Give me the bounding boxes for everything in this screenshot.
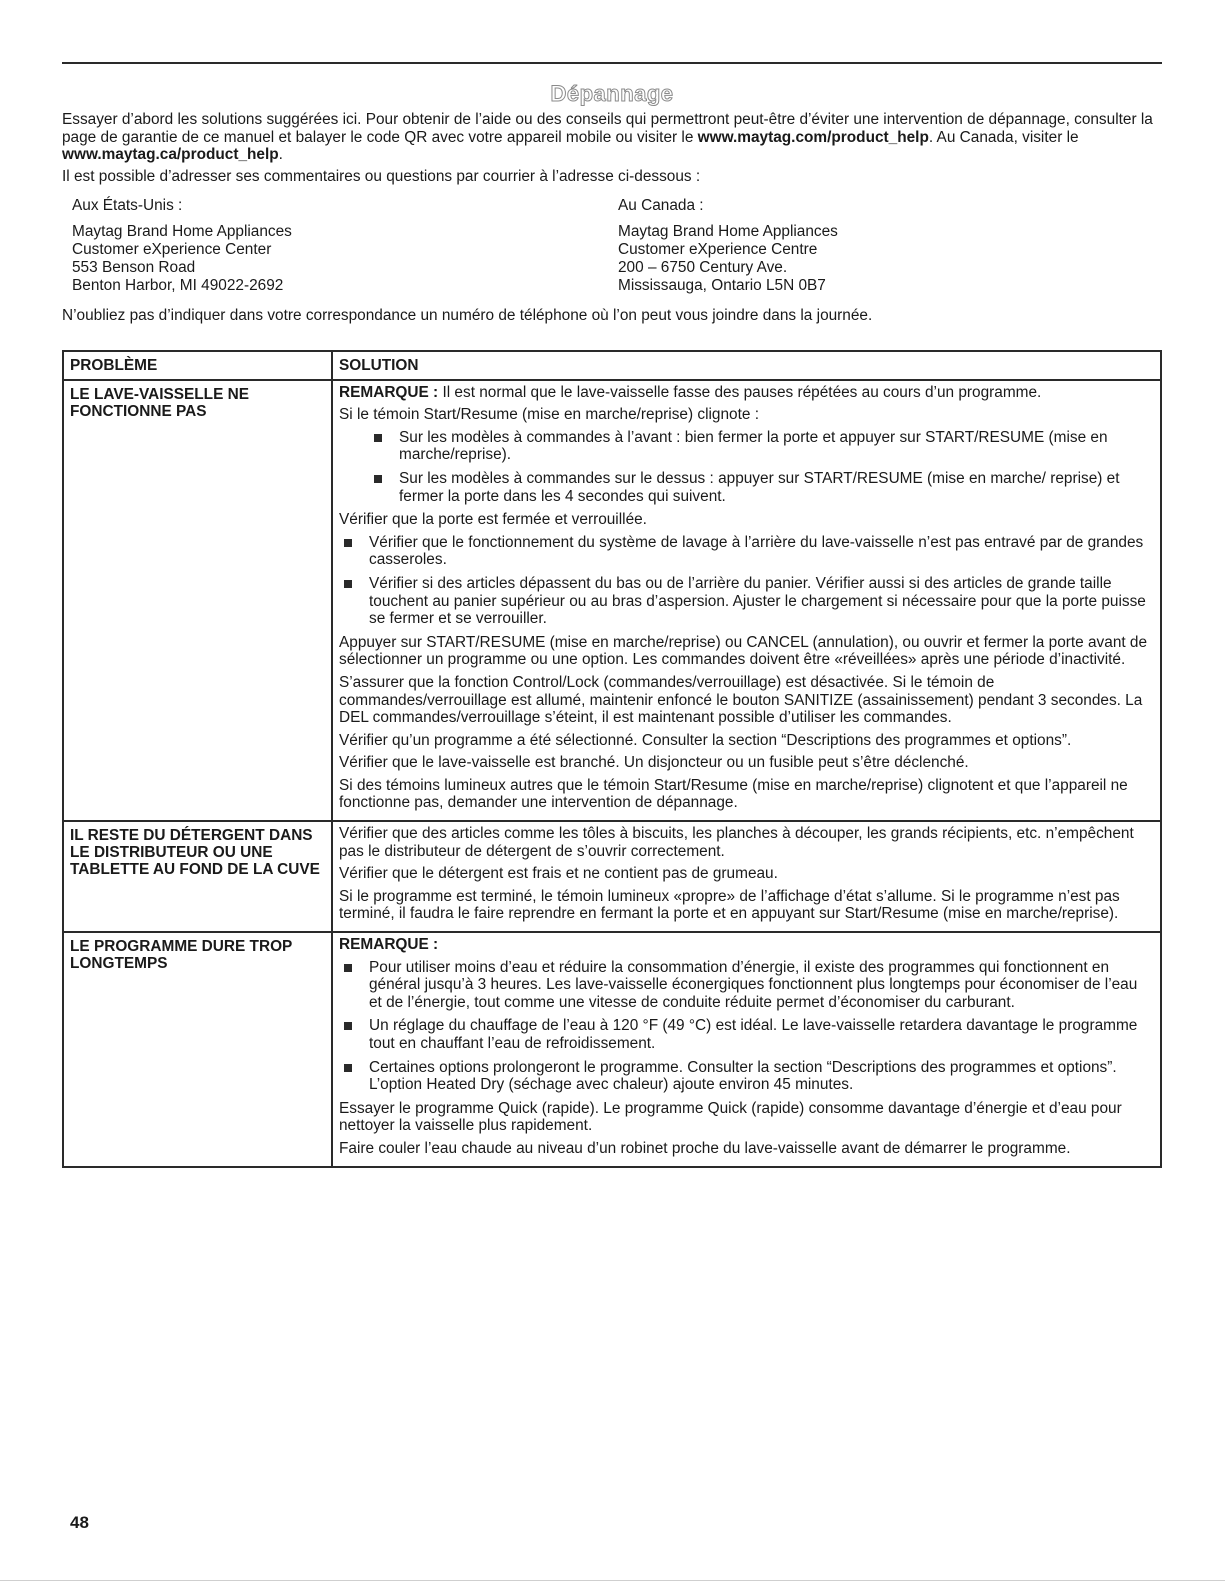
solution-paragraph: Appuyer sur START/RESUME (mise en marche/reprise) ou CANCEL (annulation), ou ouvrir et fermer la porte avant de sélectionner un programme ou une option. Les commandes doivent être «réveillées» après une période d’inactivité.: [339, 633, 1148, 669]
header-problem: PROBLÈME: [63, 351, 332, 380]
problem-label: LE PROGRAMME DURE TROP LONGTEMPS: [70, 938, 293, 973]
square-bullet-icon: [374, 475, 382, 483]
table-row: [63, 821, 1161, 932]
problem-label: IL RESTE DU DÉTERGENT DANS LE DISTRIBUTEUR OU UNE TABLETTE AU FOND DE LA CUVE: [70, 827, 320, 879]
address-us-line: Customer eXperience Center: [72, 240, 272, 258]
square-bullet-icon: [344, 1064, 352, 1072]
bullet-text: Vérifier si des articles dépassent du bas ou de l’arrière du panier. Vérifier aussi si des articles de grande taille touchent au panier supérieur ou au bras d’aspersion. Ajuster le chargement si nécessaire pour que la porte puisse se fermer et se verrouiller.: [369, 574, 1146, 628]
solution-paragraph: Vérifier que le détergent est frais et ne contient pas de grumeau.: [339, 865, 778, 883]
bullet-item: [339, 959, 1154, 1012]
address-ca-line: Mississauga, Ontario L5N 0B7: [618, 276, 826, 294]
address-block: [62, 197, 1162, 307]
square-bullet-icon: [344, 580, 352, 588]
table-header-row: [63, 351, 1161, 380]
square-bullet-icon: [344, 1022, 352, 1030]
troubleshooting-table: [62, 350, 1162, 1168]
bullet-item: [369, 470, 1154, 505]
address-us: [72, 197, 472, 295]
intro-text-c: .: [278, 146, 283, 164]
solution-paragraph: Si le témoin Start/Resume (mise en marche/reprise) clignote :: [339, 406, 759, 424]
problem-cell: [63, 932, 332, 1167]
solution-cell: [332, 821, 1161, 932]
address-us-heading: Aux États-Unis :: [72, 197, 183, 215]
bottom-rule: [0, 1580, 1225, 1581]
note-text: Il est normal que le lave-vaisselle fasse des pauses répétées au cours d’un programme.: [438, 383, 1042, 401]
address-us-line: Benton Harbor, MI 49022-2692: [72, 276, 284, 294]
bullet-item: [339, 1017, 1154, 1052]
square-bullet-icon: [344, 964, 352, 972]
bullet-item: [369, 429, 1154, 464]
solution-paragraph: S’assurer que la fonction Control/Lock (commandes/verrouillage) est désactivée. Si le témoin de commandes/verrouillage est allumé, maintenir enfoncé le bouton SANITIZE (assainissement) pendant 3 secondes. La DEL commandes/verrouillage s’éteint, il est maintenant possible d’utiliser les commandes.: [339, 673, 1143, 727]
table-row: [63, 380, 1161, 821]
bullet-item: [339, 534, 1154, 569]
square-bullet-icon: [374, 434, 382, 442]
bullet-text: Vérifier que le fonctionnement du système de lavage à l’arrière du lave-vaisselle n’est pas entravé par de grandes casseroles.: [369, 533, 1144, 569]
address-ca-heading: Au Canada :: [618, 197, 704, 215]
solution-cell: [332, 932, 1161, 1167]
closing-note: N’oubliez pas d’indiquer dans votre correspondance un numéro de téléphone où l’on peut vous joindre dans la journée.: [62, 307, 873, 325]
page-number: 48: [70, 1513, 89, 1532]
note-paragraph: [339, 384, 1154, 402]
help-link-ca[interactable]: www.maytag.ca/product_help: [62, 146, 279, 164]
problem-label: LE LAVE-VAISSELLE NE FONCTIONNE PAS: [70, 385, 250, 420]
bullet-item: [339, 1059, 1154, 1094]
bullet-text: Sur les modèles à commandes à l’avant : bien fermer la porte et appuyer sur START/RESUME (mise en marche/reprise).: [399, 428, 1108, 464]
bullet-text: Certaines options prolongeront le programme. Consulter la section “Descriptions des programmes et options”. L’option Heated Dry (séchage avec chaleur) ajoute environ 45 minutes.: [369, 1058, 1117, 1094]
intro-paragraph-1: [62, 111, 1162, 164]
address-ca-line: Customer eXperience Centre: [618, 240, 818, 258]
square-bullet-icon: [344, 539, 352, 547]
top-rule: [62, 62, 1162, 64]
table-row: [63, 932, 1161, 1167]
solution-paragraph: Faire couler l’eau chaude au niveau d’un robinet proche du lave-vaisselle avant de démarrer le programme.: [339, 1139, 1071, 1157]
solution-paragraph: Vérifier que le lave-vaisselle est branché. Un disjoncteur ou un fusible peut s’être déclenché.: [339, 754, 969, 772]
note-label: REMARQUE :: [339, 936, 439, 954]
address-us-line: 553 Benson Road: [72, 258, 196, 276]
address-ca-line: 200 – 6750 Century Ave.: [618, 258, 788, 276]
address-ca-line: Maytag Brand Home Appliances: [618, 222, 838, 240]
header-solution: SOLUTION: [332, 351, 1161, 380]
help-link-us[interactable]: www.maytag.com/product_help: [697, 128, 929, 146]
address-us-line: Maytag Brand Home Appliances: [72, 222, 292, 240]
page-title: Dépannage: [550, 81, 674, 106]
solution-paragraph: Vérifier que des articles comme les tôles à biscuits, les planches à découper, les grands récipients, etc. n’empêchent pas le distributeur de détergent de s’ouvrir correctement.: [339, 825, 1134, 860]
solution-paragraph: Vérifier que la porte est fermée et verrouillée.: [339, 511, 647, 529]
solution-paragraph: Essayer le programme Quick (rapide). Le programme Quick (rapide) consomme davantage d’énergie et d’eau pour nettoyer la vaisselle plus rapidement.: [339, 1099, 1122, 1135]
note-label: REMARQUE :: [339, 383, 439, 401]
problem-cell: [63, 821, 332, 932]
bullet-text: Un réglage du chauffage de l’eau à 120 °F (49 °C) est idéal. Le lave-vaisselle retardera davantage le programme tout en chauffant l’eau de refroidissement.: [369, 1017, 1138, 1052]
intro-text-a: Essayer d’abord les solutions suggérées ici. Pour obtenir de l’aide ou des conseils qui permettront peut-être d’éviter une intervention de dépannage, consulter la page de garantie de ce manuel et balayer le code QR avec votre appareil mobile ou visiter le: [62, 111, 1153, 146]
intro-section: [62, 111, 1162, 329]
problem-cell: [63, 380, 332, 821]
intro-paragraph-2: Il est possible d’adresser ses commentaires ou questions par courrier à l’adresse ci-dessous :: [62, 167, 701, 185]
bullet-item: [339, 575, 1154, 628]
solution-paragraph: Si des témoins lumineux autres que le témoin Start/Resume (mise en marche/reprise) clignotent et que l’appareil ne fonctionne pas, demander une intervention de dépannage.: [339, 776, 1128, 812]
intro-text-b: . Au Canada, visiter le: [928, 128, 1079, 146]
bullet-text: Sur les modèles à commandes sur le dessus : appuyer sur START/RESUME (mise en marche/ reprise) et fermer la porte dans les 4 secondes qui suivent.: [399, 469, 1120, 505]
solution-cell: [332, 380, 1161, 821]
solution-paragraph: Si le programme est terminé, le témoin lumineux «propre» de l’affichage d’état s’allume. Si le programme n’est pas terminé, il faudra le faire reprendre en fermant la porte et en appuyant sur Start/Resume (mise en marche/reprise).: [339, 887, 1120, 923]
solution-paragraph: Vérifier qu’un programme a été sélectionné. Consulter la section “Descriptions des programmes et options”.: [339, 731, 1072, 749]
bullet-text: Pour utiliser moins d’eau et réduire la consommation d’énergie, il existe des programmes qui fonctionnent en général jusqu’à 3 heures. Les lave-vaisselle éconergiques fonctionnent plus longtemps pour économiser de l’eau et de l’énergie, tout comme une vitesse de conduite réduite permet d’économiser du carburant.: [369, 958, 1138, 1011]
address-canada: [618, 197, 1018, 295]
